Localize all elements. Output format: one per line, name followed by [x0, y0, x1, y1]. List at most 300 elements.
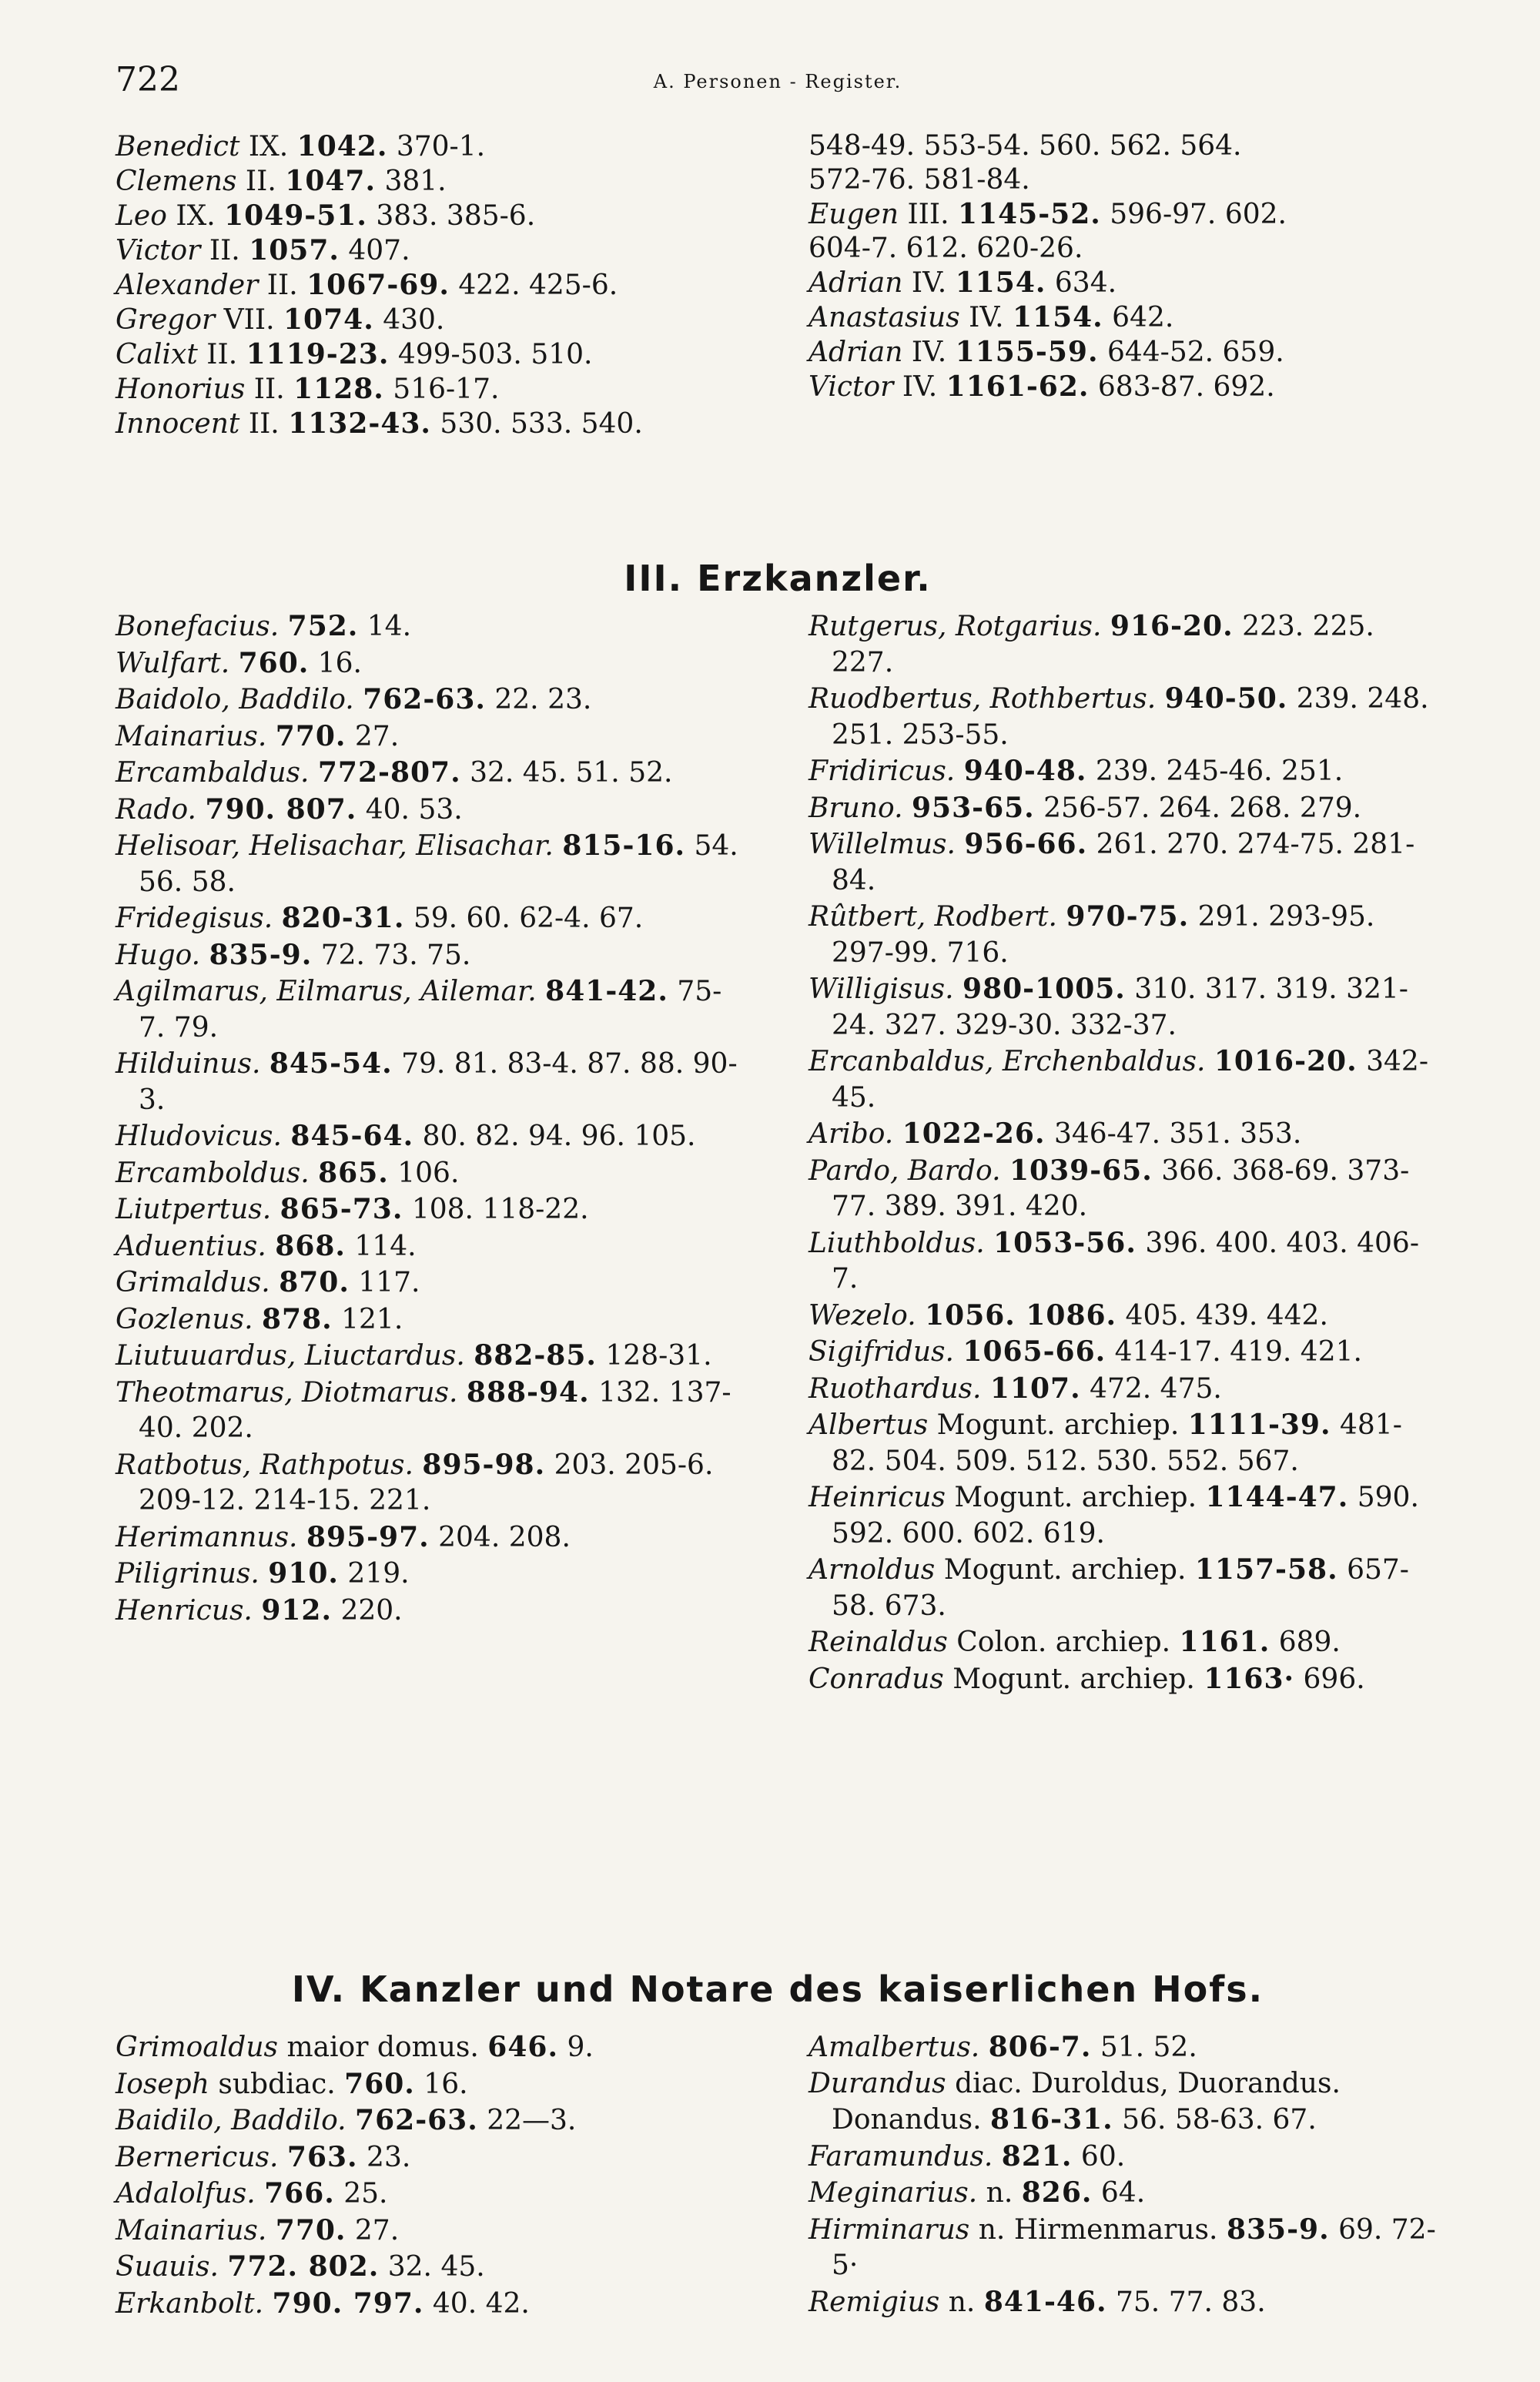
entry-main-pages: 835-9.: [209, 938, 313, 971]
register-entry: [116, 1155, 747, 1192]
entry-name: Meginarius.: [808, 2177, 978, 2209]
entry-name: Reinaldus: [808, 1627, 948, 1658]
section-heading-kanzler-notare: IV. Kanzler und Notare des kaiserlichen Hofs.: [291, 1968, 1264, 2010]
register-entry: [808, 608, 1440, 681]
entry-main-pages: 980-1005.: [962, 973, 1126, 1005]
register-entry: [808, 790, 1440, 827]
entry-name: Amalbertus.: [808, 2032, 980, 2063]
right-column: [808, 608, 1440, 1697]
register-entry: [116, 1302, 747, 1338]
left-column: [116, 2029, 747, 2322]
register-entry: [808, 1044, 1440, 1116]
entry-main-pages: 865.: [318, 1156, 389, 1189]
entry-page-refs: 516-17.: [393, 374, 500, 405]
register-entry: [808, 2029, 1440, 2066]
entry-page-refs: 310. 317. 319. 321-24. 327. 329-30. 332-37.: [832, 973, 1408, 1041]
entry-main-pages: 766.: [264, 2177, 335, 2209]
entry-page-refs: 128-31.: [605, 1340, 712, 1372]
entry-name: Fridiricus.: [808, 755, 956, 787]
entry-page-refs: 422. 425-6.: [458, 270, 618, 301]
section-erzkanzler: [116, 608, 1440, 1697]
entry-title: maior domus.: [286, 2032, 479, 2063]
register-entry: [116, 2139, 747, 2176]
entry-main-pages: 953-65.: [911, 791, 1035, 824]
entry-main-pages: 1154.: [1012, 301, 1103, 333]
entry-page-refs: 54. 56. 58.: [139, 830, 738, 898]
register-entry: [116, 199, 747, 233]
right-column: [808, 129, 1440, 441]
section-popes: [116, 129, 1440, 441]
register-entry: [808, 370, 1440, 404]
entry-page-refs: 430.: [383, 304, 445, 336]
entry-name: Aduentius.: [116, 1230, 266, 1262]
entry-main-pages: 1056. 1086.: [925, 1298, 1117, 1332]
entry-main-pages: 882-85.: [474, 1339, 597, 1372]
entry-main-pages: 772. 802.: [227, 2250, 380, 2283]
entry-name: Agilmarus, Eilmarus, Ailemar.: [116, 976, 537, 1007]
entry-name: Grimaldus.: [116, 1267, 270, 1298]
entry-main-pages: 912.: [261, 1593, 333, 1627]
register-entry: [116, 1593, 747, 1630]
entry-page-refs: 472. 475.: [1090, 1372, 1222, 1405]
register-entry: [808, 1661, 1440, 1698]
register-entry: [808, 335, 1440, 370]
entry-name: Arnoldus: [808, 1554, 936, 1586]
entry-page-refs: 381.: [384, 166, 447, 197]
entry-name: Leo: [116, 200, 167, 232]
entry-name: Innocent: [116, 408, 240, 440]
entry-page-refs: 32. 45.: [387, 2251, 485, 2283]
entry-name: Bernericus.: [116, 2141, 279, 2173]
entry-page-refs: 590. 592. 600. 602. 619.: [832, 1482, 1419, 1549]
entry-page-refs: 346-47. 351. 353.: [1053, 1118, 1302, 1150]
entry-page-refs: 106.: [397, 1157, 460, 1189]
entry-page-refs: 223. 225. 227.: [832, 611, 1374, 678]
entry-page-refs: 203. 205-6. 209-12. 214-15. 221.: [139, 1449, 714, 1516]
entry-name: Adrian: [808, 267, 903, 299]
entry-name: Adalolfus.: [116, 2178, 256, 2209]
entry-title: IX.: [176, 200, 216, 232]
register-entry: [808, 1624, 1440, 1661]
register-entry: [808, 1552, 1440, 1624]
entry-main-pages: 878.: [261, 1302, 333, 1335]
entry-title: Mogunt. archiep.: [954, 1482, 1197, 1513]
entry-main-pages: 845-64.: [290, 1120, 414, 1152]
register-entry: [116, 407, 747, 441]
entry-main-pages: 1053-56.: [993, 1226, 1137, 1259]
entry-name: Piligrinus.: [116, 1558, 259, 1590]
entry-name: Bonefacius.: [116, 611, 280, 642]
entry-page-refs: 239. 248. 251. 253-55.: [832, 683, 1429, 751]
entry-main-pages: 770.: [275, 2213, 346, 2246]
register-entry: [116, 719, 747, 755]
entry-name: Liutpertus.: [116, 1194, 272, 1225]
entry-main-pages: 916-20.: [1110, 610, 1234, 642]
entry-main-pages: 868.: [275, 1229, 346, 1262]
entry-main-pages: 762-63.: [363, 683, 486, 715]
entry-title: Mogunt. archiep.: [943, 1554, 1187, 1586]
entry-name: Bruno.: [808, 792, 903, 824]
entry-title: subdiac.: [218, 2068, 336, 2100]
register-entry: [116, 1556, 747, 1593]
register-entry: [808, 2212, 1440, 2284]
entry-main-pages: 865-73.: [280, 1193, 403, 1225]
entry-name: Victor: [808, 371, 894, 403]
entry-main-pages: 760.: [344, 2067, 415, 2100]
entry-main-pages: 646.: [487, 2031, 558, 2063]
register-entry: [808, 1334, 1440, 1371]
entry-page-refs: 683-87. 692.: [1097, 371, 1275, 403]
entry-page-refs: 548-49. 553-54. 560. 562. 564.: [808, 130, 1242, 162]
entry-title: II.: [209, 235, 240, 266]
entry-page-refs: 117.: [358, 1267, 420, 1298]
entry-name: Wezelo.: [808, 1299, 916, 1332]
entry-page-refs: 114.: [354, 1230, 417, 1262]
entry-main-pages: 940-48.: [963, 755, 1087, 787]
entry-main-pages: 1163·: [1204, 1662, 1295, 1695]
left-column: [116, 129, 747, 441]
register-entry: [116, 2249, 747, 2286]
entry-page-refs: 56. 58-63. 67.: [1122, 2104, 1317, 2136]
entry-title: Mogunt. archiep.: [952, 1663, 1195, 1695]
entry-main-pages: 1065-66.: [962, 1335, 1106, 1368]
entry-name: Henricus.: [116, 1594, 253, 1627]
register-entry: [116, 268, 747, 303]
entry-main-pages: 841-42.: [545, 975, 668, 1007]
entry-main-pages: 1111-39.: [1187, 1409, 1331, 1441]
register-entry: [808, 2066, 1440, 2139]
entry-title: IV.: [911, 267, 947, 299]
entry-name: Rado.: [116, 793, 196, 826]
running-head: A. Personen - Register.: [653, 71, 902, 92]
entry-name: Baidilo, Baddilo.: [116, 2105, 346, 2136]
entry-main-pages: 1047.: [285, 165, 376, 197]
register-entry: [808, 1298, 1440, 1335]
entry-main-pages: 760.: [238, 646, 310, 679]
entry-title: II.: [248, 408, 280, 440]
register-entry: [116, 1447, 747, 1519]
entry-page-refs: 22. 23.: [494, 684, 592, 715]
register-entry: [116, 828, 747, 900]
register-entry: [116, 337, 747, 372]
register-entry: [808, 826, 1440, 899]
entry-name: Fridegisus.: [116, 903, 273, 934]
register-entry: [808, 1407, 1440, 1479]
entry-name: Albertus: [808, 1409, 929, 1441]
entry-main-pages: 888-94.: [466, 1375, 590, 1409]
entry-main-pages: 1016-20.: [1214, 1045, 1358, 1077]
entry-name: Calixt: [116, 339, 198, 370]
entry-name: Theotmarus, Diotmarus.: [116, 1376, 458, 1409]
register-entry: [116, 1375, 747, 1447]
entry-page-refs: 689.: [1278, 1627, 1341, 1658]
entry-main-pages: 763.: [286, 2140, 358, 2173]
register-entry: [116, 233, 747, 268]
entry-page-refs: 40. 53.: [365, 793, 463, 826]
entry-name: Herimannus.: [116, 1521, 298, 1553]
entry-main-pages: 752.: [287, 610, 359, 642]
entry-main-pages: 1049-51.: [224, 199, 367, 232]
entry-page-refs: 22—3.: [487, 2105, 577, 2136]
entry-page-refs: 481-82. 504. 509. 512. 530. 552. 567.: [832, 1409, 1402, 1477]
entry-page-refs: 121.: [341, 1303, 403, 1335]
entry-name: Hirminarus: [808, 2213, 970, 2246]
register-entry: [808, 1479, 1440, 1552]
entry-page-refs: 204. 208.: [438, 1521, 571, 1553]
entry-page-refs: 25.: [343, 2178, 388, 2209]
entry-name: Faramundus.: [808, 2140, 993, 2173]
section-kanzler-notare: [116, 2029, 1440, 2322]
entry-page-refs: 27.: [354, 720, 400, 752]
entry-name: Helisoar, Helisachar, Elisachar.: [116, 830, 554, 862]
entry-name: Adrian: [808, 337, 903, 368]
entry-name: Eugen: [808, 199, 899, 230]
entry-page-refs: 16.: [317, 647, 363, 679]
entry-name: Rûtbert, Rodbert.: [808, 901, 1057, 933]
entry-name: Pardo, Bardo.: [808, 1154, 1001, 1187]
register-entry: [116, 1338, 747, 1375]
entry-page-refs: 604-7. 612. 620-26.: [808, 233, 1083, 264]
register-entry: [116, 645, 747, 682]
register-entry: [808, 1371, 1440, 1408]
entry-main-pages: 841-46.: [983, 2285, 1107, 2318]
register-entry: [808, 2284, 1440, 2321]
entry-page-refs: 530. 533. 540.: [440, 408, 643, 440]
register-entry: [808, 163, 1440, 197]
left-column: [116, 608, 747, 1697]
register-entry: [116, 2176, 747, 2213]
entry-name: Victor: [116, 235, 201, 266]
entry-name: Honorius: [116, 374, 246, 405]
entry-main-pages: 1039-65.: [1009, 1154, 1153, 1187]
entry-page-refs: 16.: [424, 2068, 468, 2100]
register-entry: [116, 2102, 747, 2139]
register-entry: [808, 197, 1440, 232]
register-entry: [808, 266, 1440, 300]
entry-main-pages: 895-98.: [422, 1448, 546, 1481]
entry-name: Sigifridus.: [808, 1336, 954, 1368]
entry-name: Anastasius: [808, 302, 960, 333]
entry-main-pages: 956-66.: [964, 828, 1088, 860]
entry-name: Willelmus.: [808, 829, 956, 860]
register-entry: [808, 681, 1440, 753]
entry-page-refs: 75-7. 79.: [139, 976, 722, 1044]
entry-name: Erkanbolt.: [116, 2287, 264, 2320]
entry-page-refs: 405. 439. 442.: [1125, 1299, 1328, 1332]
register-entry: [808, 1225, 1440, 1298]
entry-main-pages: 821.: [1001, 2139, 1073, 2173]
register-entry: [116, 164, 747, 199]
entry-page-refs: 60.: [1080, 2140, 1126, 2173]
entry-name: Mainarius.: [116, 2214, 267, 2246]
entry-main-pages: 1119-23.: [246, 338, 390, 370]
entry-title: IV.: [902, 371, 938, 403]
register-entry: [116, 129, 747, 164]
entry-main-pages: 940-50.: [1164, 682, 1288, 715]
page-number: 722: [116, 60, 180, 99]
entry-name: Ioseph: [116, 2068, 209, 2100]
entry-name: Hugo.: [116, 939, 201, 971]
entry-main-pages: 1161-62.: [946, 370, 1090, 403]
entry-title: Mogunt. archiep.: [936, 1409, 1180, 1441]
register-entry: [808, 2139, 1440, 2176]
entry-main-pages: 845-54.: [269, 1047, 393, 1080]
register-entry: [116, 973, 747, 1046]
entry-title: II.: [245, 166, 276, 197]
entry-page-refs: 79. 81. 83-4. 87. 88. 90-3.: [139, 1048, 738, 1116]
entry-name: Gozlenus.: [116, 1303, 253, 1335]
register-entry: [116, 937, 747, 974]
register-entry: [808, 129, 1440, 163]
register-entry: [116, 372, 747, 407]
entry-page-refs: 256-57. 264. 268. 279.: [1043, 792, 1362, 824]
page-header: [116, 60, 1440, 106]
entry-title: III.: [907, 199, 949, 230]
entry-main-pages: 1157-58.: [1194, 1553, 1338, 1586]
register-entry: [116, 1191, 747, 1228]
entry-page-refs: 27.: [354, 2214, 400, 2246]
register-entry: [116, 1265, 747, 1302]
entry-main-pages: 820-31.: [281, 902, 405, 934]
entry-name: Suauis.: [116, 2251, 219, 2283]
entry-main-pages: 970-75.: [1066, 900, 1190, 933]
entry-page-refs: 291. 293-95. 297-99. 716.: [832, 901, 1375, 969]
register-entry: [116, 1118, 747, 1155]
entry-name: Rutgerus, Rotgarius.: [808, 611, 1102, 642]
entry-main-pages: 790. 807.: [205, 792, 357, 826]
entry-main-pages: 816-31.: [989, 2103, 1113, 2136]
register-entry: [116, 1046, 747, 1118]
entry-main-pages: 870.: [279, 1266, 350, 1298]
entry-main-pages: 762-63.: [355, 2104, 478, 2136]
entry-title: diac. Duroldus, Duorandus. Donandus.: [832, 2067, 1341, 2136]
entry-title: n.: [948, 2286, 976, 2318]
entry-main-pages: 835-9.: [1226, 2213, 1330, 2246]
entry-page-refs: 657-58. 673.: [832, 1554, 1409, 1622]
entry-main-pages: 1107.: [989, 1372, 1081, 1405]
entry-name: Conradus: [808, 1663, 944, 1695]
entry-title: II.: [266, 270, 298, 301]
entry-page-refs: 396. 400. 403. 406-7.: [832, 1227, 1420, 1295]
entry-name: Durandus: [808, 2067, 946, 2099]
entry-page-refs: 40. 42.: [432, 2287, 530, 2320]
section-heading-erzkanzler: III. Erzkanzler.: [624, 558, 932, 599]
entry-page-refs: 14.: [367, 611, 412, 642]
register-entry: [116, 1228, 747, 1265]
register-entry: [116, 2066, 747, 2103]
entry-page-refs: 383. 385-6.: [376, 200, 536, 232]
entry-name: Liutuuardus, Liuctardus.: [116, 1340, 465, 1372]
entry-name: Ercambaldus.: [116, 757, 310, 789]
entry-page-refs: 72. 73. 75.: [320, 939, 471, 971]
register-entry: [808, 232, 1440, 266]
entry-page-refs: 366. 368-69. 373-77. 389. 391. 420.: [832, 1154, 1410, 1222]
entry-name: Clemens: [116, 166, 237, 197]
entry-page-refs: 64.: [1100, 2177, 1146, 2209]
register-entry: [808, 753, 1440, 790]
entry-main-pages: 895-97.: [306, 1520, 430, 1553]
entry-page-refs: 696.: [1303, 1663, 1365, 1695]
entry-main-pages: 770.: [275, 719, 346, 752]
entry-title: n. Hirmenmarus.: [978, 2213, 1218, 2246]
entry-title: IV.: [969, 302, 1004, 333]
entry-name: Remigius: [808, 2286, 940, 2318]
entry-title: IV.: [911, 337, 947, 368]
entry-name: Ruodbertus, Rothbertus.: [808, 683, 1157, 715]
entry-title: Colon. archiep.: [956, 1627, 1171, 1658]
entry-page-refs: 342-45.: [832, 1046, 1428, 1114]
entry-main-pages: 1128.: [293, 373, 384, 405]
register-entry: [116, 755, 747, 792]
entry-title: IX.: [248, 131, 289, 162]
entry-page-refs: 219.: [347, 1558, 410, 1590]
entry-name: Alexander: [116, 270, 259, 301]
entry-main-pages: 1155-59.: [955, 336, 1099, 368]
entry-page-refs: 51. 52.: [1100, 2032, 1197, 2063]
entry-name: Baidolo, Baddilo.: [116, 684, 354, 715]
entry-page-refs: 499-503. 510.: [397, 339, 593, 370]
entry-name: Hilduinus.: [116, 1048, 261, 1080]
register-entry: [116, 2029, 747, 2066]
register-entry: [808, 1116, 1440, 1153]
entry-page-refs: 634.: [1054, 267, 1117, 299]
entry-main-pages: 790. 797.: [272, 2287, 424, 2320]
entry-title: II.: [253, 374, 285, 405]
entry-main-pages: 1022-26.: [902, 1117, 1046, 1150]
entry-name: Aribo.: [808, 1118, 894, 1150]
register-entry: [116, 900, 747, 937]
entry-page-refs: 239. 245-46. 251.: [1095, 755, 1344, 787]
entry-page-refs: 69. 72-5·: [832, 2213, 1436, 2281]
entry-name: Gregor: [116, 304, 216, 336]
entry-page-refs: 220.: [340, 1594, 403, 1627]
entry-page-refs: 132. 137-40. 202.: [139, 1376, 732, 1444]
entry-page-refs: 407.: [348, 235, 410, 266]
entry-page-refs: 80. 82. 94. 96. 105.: [422, 1121, 696, 1152]
entry-title: VII.: [223, 304, 275, 336]
entry-page-refs: 414-17. 419. 421.: [1114, 1336, 1362, 1368]
entry-main-pages: 772-807.: [317, 756, 461, 789]
entry-page-refs: 32. 45. 51. 52.: [470, 757, 673, 789]
register-entry: [808, 2175, 1440, 2212]
register-entry: [116, 608, 747, 645]
entry-page-refs: 644-52. 659.: [1106, 337, 1284, 368]
entry-name: Ercamboldus.: [116, 1157, 310, 1189]
register-entry: [116, 792, 747, 829]
entry-main-pages: 910.: [268, 1557, 339, 1590]
entry-page-refs: 59. 60. 62-4. 67.: [413, 903, 644, 934]
entry-main-pages: 826.: [1021, 2176, 1093, 2209]
register-entry: [808, 1153, 1440, 1225]
entry-page-refs: 75. 77. 83.: [1116, 2286, 1266, 2318]
entry-main-pages: 1067-69.: [306, 269, 450, 301]
entry-name: Wulfart.: [116, 647, 230, 679]
entry-main-pages: 1144-47.: [1205, 1481, 1349, 1513]
entry-name: Ratbotus, Rathpotus.: [116, 1449, 413, 1481]
entry-name: Ercanbaldus, Erchenbaldus.: [808, 1046, 1206, 1077]
entry-name: Benedict: [116, 131, 240, 162]
entry-name: Hludovicus.: [116, 1121, 282, 1152]
entry-main-pages: 815-16.: [562, 829, 686, 862]
entry-main-pages: 1057.: [249, 234, 340, 266]
entry-page-refs: 108. 118-22.: [411, 1194, 589, 1225]
entry-page-refs: 572-76. 581-84.: [808, 164, 1030, 196]
entry-main-pages: 1042.: [296, 130, 388, 162]
entry-name: Mainarius.: [116, 720, 267, 752]
register-entry: [808, 971, 1440, 1044]
entry-main-pages: 1074.: [283, 303, 374, 336]
right-column: [808, 2029, 1440, 2322]
